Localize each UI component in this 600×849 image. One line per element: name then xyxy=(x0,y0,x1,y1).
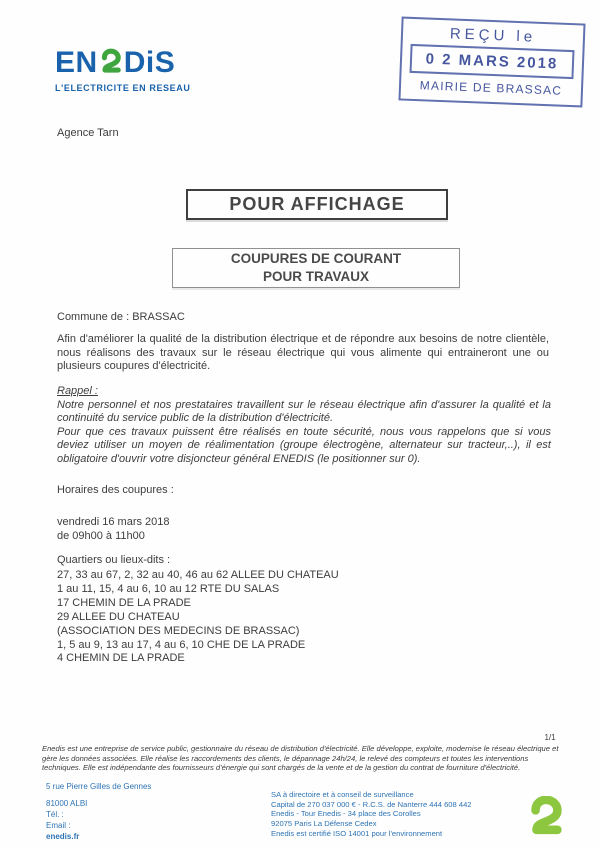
quartiers-label: Quartiers ou lieux-dits : xyxy=(57,554,171,566)
quartier-item: 1 au 11, 15, 4 au 6, 10 au 12 RTE DU SALAS xyxy=(57,582,280,595)
company-legal-form: SA à directoire et à conseil de surveillance xyxy=(271,790,414,799)
enedis-e-logo-icon xyxy=(527,796,565,838)
footer-about-paragraph: Enedis est une entreprise de service public, gestionnaire du réseau de distribution d'électricité. Elle développe, exploite, modernise le réseau électrique et gère les données associées. Elle réalise les raccordements des clients, le dépannage 24h/24, le relevé des compteurs et toutes les interventions techniques. Elle est indépendante des fournisseurs d'énergie qui sont chargés de la vente et de la gestion du contrat de fourniture d'électricité. xyxy=(42,744,559,773)
quartier-item: 17 CHEMIN DE LA PRADE xyxy=(57,596,191,609)
rappel-paragraph-2: Pour que ces travaux puissent être réalisés en toute sécurité, nous vous rappelons que si vous deviez utiliser un moyen de réalimentation (groupe électrogène, alternateur sur tracteur,..), il est obligatoire d'ouvrir votre disjoncteur général ENEDIS (le positionner sur 0). xyxy=(57,425,551,465)
stamp-date: 0 2 MARS 2018 xyxy=(410,44,575,79)
address-city: 81000 ALBI xyxy=(46,799,88,808)
display-title-box: POUR AFFICHAGE xyxy=(186,189,448,220)
subtitle-box xyxy=(172,248,460,288)
quartier-item: 1, 5 au 9, 13 au 17, 4 au 6, 10 CHE DE LA PRADE xyxy=(57,638,306,651)
rappel-section xyxy=(57,385,551,467)
page-number: 1/1 xyxy=(544,733,556,742)
outage-date: vendredi 16 mars 2018 xyxy=(57,516,170,528)
footer-address-block xyxy=(46,781,151,842)
logo-tagline: L'ELECTRICITE EN RESEAU xyxy=(55,83,191,93)
quartier-item: (ASSOCIATION DES MEDECINS DE BRASSAC) xyxy=(57,624,300,637)
enedis-wordmark xyxy=(55,48,190,78)
agency-line: Agence Tarn xyxy=(57,127,119,139)
subtitle-line1: COUPURES DE COURANT xyxy=(230,250,402,266)
wordmark-right: DiS xyxy=(123,46,176,79)
company-city: 92075 Paris La Défense Cedex xyxy=(271,819,377,829)
quartiers-section xyxy=(57,554,339,666)
stamp-authority: MAIRIE DE BRASSAC xyxy=(419,78,563,98)
address-phone-label: Tél. : xyxy=(46,810,64,819)
horaires-label: Horaires des coupures : xyxy=(57,484,174,496)
rappel-paragraph-1: Notre personnel et nos prestataires travaillent sur le réseau électrique afin d'assurer la qualité et la continuité du service public de la distribution d'électricité. xyxy=(57,398,551,425)
company-certification: Enedis est certifié ISO 14001 pour l'environnement xyxy=(271,828,443,838)
subtitle-line2: POUR TRAVAUX xyxy=(262,269,369,284)
company-capital: Capital de 270 037 000 € - R.C.S. de Nanterre 444 608 442 xyxy=(271,799,472,809)
outage-time: de 09h00 à 11h00 xyxy=(57,529,145,542)
intro-paragraph: Afin d'améliorer la qualité de la distribution électrique et de répondre aux besoins de notre clientèle, nous réalisons des travaux sur le réseau électrique qui vous alimente qui entraineront une ou plusieurs coupures d'électricité. xyxy=(57,333,549,372)
outage-schedule xyxy=(57,516,170,543)
quartier-item: 4 CHEMIN DE LA PRADE xyxy=(57,652,185,665)
wordmark-left: EN xyxy=(55,46,98,79)
address-email-label: Email : xyxy=(46,821,71,830)
quartier-item: 29 ALLEE DU CHATEAU xyxy=(57,610,180,623)
footer-company-block xyxy=(271,790,472,839)
commune-line: Commune de : BRASSAC xyxy=(57,311,185,323)
stamp-received-label: REÇU le xyxy=(449,25,537,46)
address-street: 5 rue Pierre Gilles de Gennes xyxy=(46,782,152,791)
website-link: enedis.fr xyxy=(46,832,80,841)
rappel-heading: Rappel : xyxy=(57,385,98,397)
reception-stamp xyxy=(398,16,585,107)
enedis-logo xyxy=(55,48,190,93)
company-address: Enedis - Tour Enedis - 34 place des Corolles xyxy=(271,809,421,819)
quartier-item: 27, 33 au 67, 2, 32 au 40, 46 au 62 ALLEE DU CHATEAU xyxy=(57,569,339,581)
enedis-e-icon xyxy=(99,48,123,76)
